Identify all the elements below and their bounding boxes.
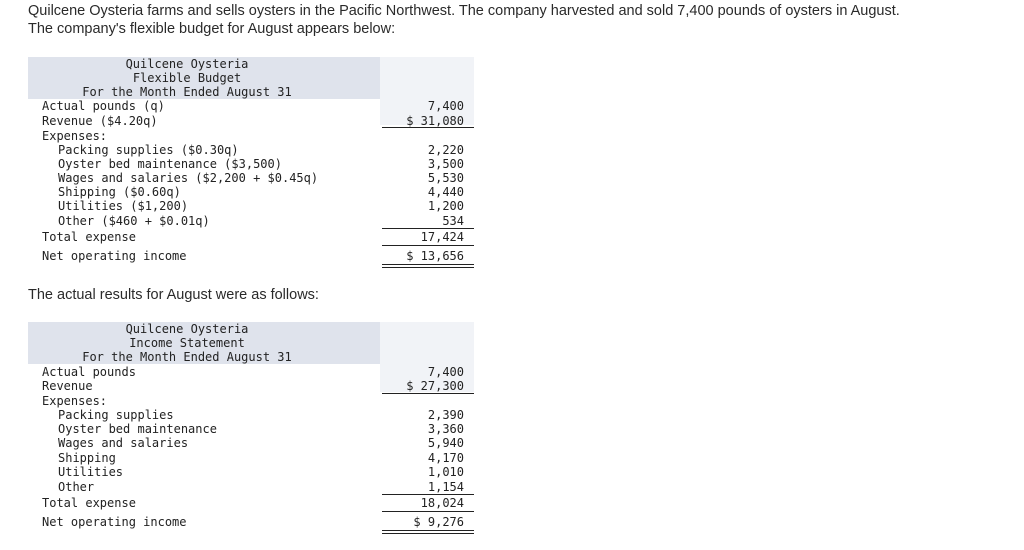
table-row [28,515,474,529]
underline [382,511,474,512]
row-label: Expenses: [42,394,108,408]
company-name: Quilcene Oysteria [125,57,249,71]
double-underline [382,530,474,534]
row-value: 7,400 [427,99,464,113]
row-value: $ 13,656 [406,249,464,263]
row-value: $ 27,300 [406,379,464,393]
row-label: Net operating income [42,515,187,529]
table-row [28,408,474,422]
table-row [28,171,474,185]
statement-title: Flexible Budget [132,71,242,85]
table-row [28,422,474,436]
table-row [28,365,474,379]
table-row [28,214,474,228]
row-label: Total expense [42,230,136,244]
row-label: Other [58,480,95,494]
row-label: Utilities [58,465,124,479]
row-value: 5,940 [427,436,464,450]
row-label: Actual pounds [42,365,136,379]
table-row [28,185,474,199]
table-row [28,480,474,494]
row-label: Packing supplies ($0.30q) [58,143,239,157]
row-value: 4,170 [427,451,464,465]
row-value: 1,010 [427,465,464,479]
table-row [28,465,474,479]
table-row [28,436,474,450]
table-row [28,143,474,157]
row-value: 2,220 [427,143,464,157]
double-underline [382,264,474,268]
period-label: For the Month Ended August 31 [82,85,292,99]
row-label: Revenue [42,379,93,393]
table-row [28,129,474,143]
row-value: 1,200 [427,199,464,213]
row-label: Actual pounds (q) [42,99,165,113]
row-value: 5,530 [427,171,464,185]
company-name: Quilcene Oysteria [125,322,249,336]
row-label: Shipping [58,451,116,465]
table-row [28,114,474,128]
statement-title: Income Statement [129,336,245,350]
flexible-budget-table [28,57,474,269]
actual-results-text: The actual results for August were as follows: [28,287,319,303]
row-label: Revenue ($4.20q) [42,114,158,128]
row-label: Utilities ($1,200) [58,199,189,213]
row-value: 7,400 [427,365,464,379]
row-value: 1,154 [427,480,464,494]
row-value: 18,024 [420,496,464,510]
table-row [28,249,474,263]
period-label: For the Month Ended August 31 [82,350,292,364]
row-label: Packing supplies [58,408,174,422]
intro-paragraph: Quilcene Oysteria farms and sells oysters in the Pacific Northwest. The company harvested and sold 7,400 pounds of oysters in August. The company's flexible budget for August appears below: [28,3,900,37]
row-label: Shipping ($0.60q) [58,185,181,199]
table-row [28,99,474,113]
underline [382,494,474,495]
underline [382,228,474,229]
income-statement-table [28,322,474,538]
row-value: 534 [442,214,464,228]
row-label: Wages and salaries [58,436,189,450]
table-row [28,451,474,465]
row-value: 3,500 [427,157,464,171]
underline [382,127,474,128]
row-label: Wages and salaries ($2,200 + $0.45q) [58,171,319,185]
row-value: 4,440 [427,185,464,199]
row-value: 17,424 [420,230,464,244]
row-value: $ 9,276 [413,515,464,529]
table-row [28,496,474,510]
row-label: Total expense [42,496,136,510]
row-label: Expenses: [42,129,108,143]
underline [382,245,474,246]
row-value: 2,390 [427,408,464,422]
table-row [28,199,474,213]
table-row [28,230,474,244]
row-label: Other ($460 + $0.01q) [58,214,210,228]
table-row [28,379,474,393]
row-label: Oyster bed maintenance [58,422,217,436]
row-label: Oyster bed maintenance ($3,500) [58,157,282,171]
table-row [28,157,474,171]
table-row [28,394,474,408]
row-label: Net operating income [42,249,187,263]
row-value: $ 31,080 [406,114,464,128]
row-value: 3,360 [427,422,464,436]
